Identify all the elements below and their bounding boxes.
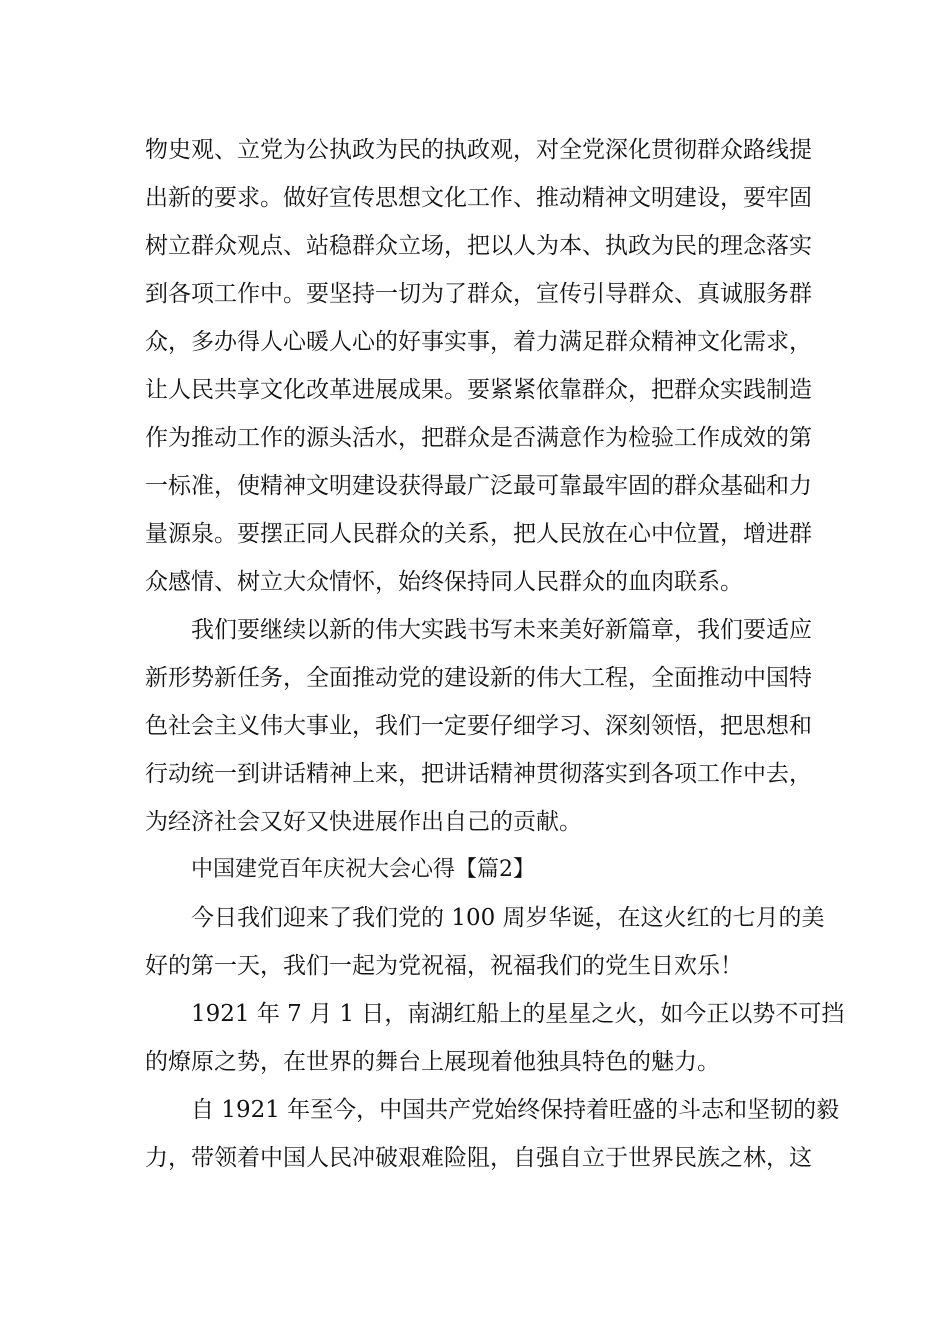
text-line: 让人民共享文化改革进展成果。要紧紧依靠群众，把群众实践制造: [145, 377, 812, 403]
text-line: 色社会主义伟大事业，我们一定要仔细学习、深刻领悟，把思想和: [145, 713, 812, 739]
paragraph-5: [145, 1086, 840, 1182]
paragraph-4: [145, 990, 845, 1086]
text-line: 众感情、树立大众情怀，始终保持同人民群众的血肉联系。: [145, 569, 743, 595]
text-line: 一标准，使精神文明建设获得最广泛最可靠最牢固的群众基础和力: [145, 473, 812, 499]
document-body: [145, 126, 845, 1182]
text-line: 作为推动工作的源头活水，把群众是否满意作为检验工作成效的第: [145, 425, 812, 451]
section-heading: 中国建党百年庆祝大会心得【篇2】: [191, 857, 535, 882]
text-line: 到各项工作中。要坚持一切为了群众，宣传引导群众、真诚服务群: [145, 281, 812, 307]
text-line: 树立群众观点、站稳群众立场，把以人为本、执政为民的理念落实: [145, 233, 812, 259]
text-line: 物史观、立党为公执政为民的执政观，对全党深化贯彻群众路线提: [145, 137, 812, 163]
text-line: 1921 年 7 月 1 日，南湖红船上的星星之火，如今正以势不可挡: [191, 1001, 845, 1027]
text-line: 今日我们迎来了我们党的 100 周岁华诞，在这火红的七月的美: [191, 905, 825, 931]
text-line: 众，多办得人心暖人心的好事实事，着力满足群众精神文化需求，: [145, 329, 812, 355]
paragraph-1: [145, 126, 812, 606]
text-line: 出新的要求。做好宣传思想文化工作、推动精神文明建设，要牢固: [145, 185, 812, 211]
text-line: 力，带领着中国人民冲破艰难险阻，自强自立于世界民族之林，这: [145, 1145, 812, 1171]
paragraph-2: [145, 606, 812, 846]
text-line: 新形势新任务，全面推动党的建设新的伟大工程，全面推动中国特: [145, 665, 812, 691]
text-line: 好的第一天，我们一起为党祝福，祝福我们的党生日欢乐！: [145, 953, 743, 979]
text-line: 自 1921 年至今，中国共产党始终保持着旺盛的斗志和坚韧的毅: [191, 1097, 840, 1123]
text-line: 的燎原之势，在世界的舞台上展现着他独具特色的魅力。: [145, 1049, 720, 1075]
text-line: 为经济社会又好又快进展作出自己的贡献。: [145, 809, 582, 835]
text-line: 行动统一到讲话精神上来，把讲话精神贯彻落实到各项工作中去，: [145, 761, 812, 787]
text-line: 量源泉。要摆正同人民群众的关系，把人民放在心中位置，增进群: [145, 521, 812, 547]
text-line: 我们要继续以新的伟大实践书写未来美好新篇章，我们要适应: [191, 617, 812, 643]
paragraph-3: [145, 894, 825, 990]
